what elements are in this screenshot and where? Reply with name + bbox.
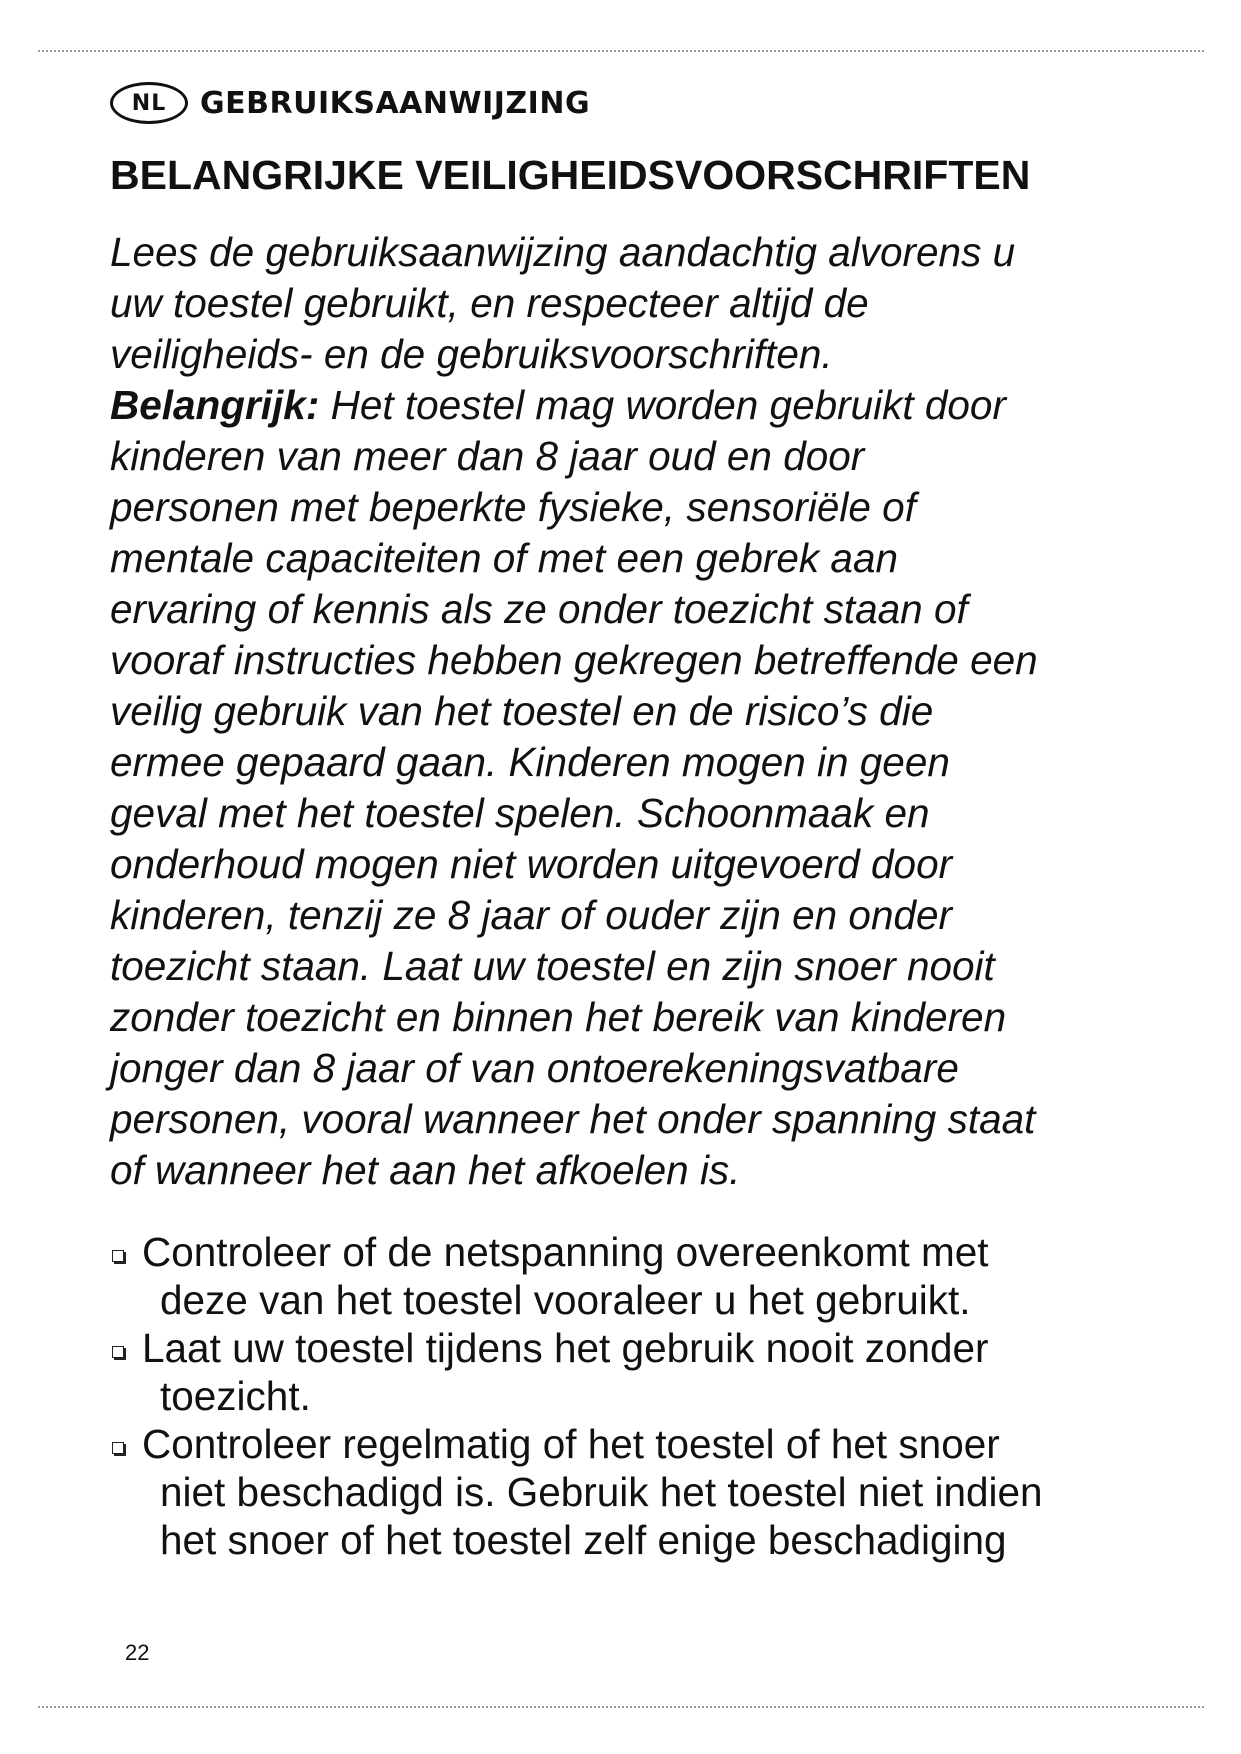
important-first-line-text: Het toestel mag worden gebruikt door <box>319 382 1006 428</box>
important-line: personen met beperkte fysieke, sensoriële of <box>110 484 916 530</box>
safety-heading: BELANGRIJKE VEILIGHEIDSVOORSCHRIFTEN <box>110 152 1031 198</box>
list-item <box>110 1324 1150 1420</box>
important-line: kinderen, tenzij ze 8 jaar of ouder zijn en onder <box>110 892 953 938</box>
important-first-line <box>110 380 1140 431</box>
list-item <box>110 1420 1150 1564</box>
important-line: jonger dan 8 jaar of van ontoerekeningsvatbare <box>110 1045 959 1091</box>
bullet-line: niet beschadigd is. Gebruik het toestel niet indien <box>160 1469 1043 1515</box>
safety-intro-text <box>110 227 1140 1196</box>
intro-line: Lees de gebruiksaanwijzing aandachtig alvorens u <box>110 229 1016 275</box>
bullet-line: Controleer regelmatig of het toestel of het snoer <box>142 1421 1000 1467</box>
bullet-line: het snoer of het toestel zelf enige beschadiging <box>160 1517 1007 1563</box>
page-number: 22 <box>125 1640 150 1665</box>
important-line: ervaring of kennis als ze onder toezicht staan of <box>110 586 968 632</box>
important-line: kinderen van meer dan 8 jaar oud en door <box>110 433 865 479</box>
important-line: of wanneer het aan het afkoelen is. <box>110 1147 741 1193</box>
checkbox-square-icon <box>112 1250 124 1262</box>
bullet-line: deze van het toestel vooraleer u het gebruikt. <box>160 1277 971 1323</box>
top-dotted-divider <box>38 50 1204 52</box>
language-badge: NL <box>110 82 188 124</box>
important-line: mentale capaciteiten of met een gebrek aan <box>110 535 899 581</box>
intro-line: veiligheids- en de gebruiksvoorschriften. <box>110 331 833 377</box>
section-header <box>110 82 590 124</box>
intro-line: uw toestel gebruikt, en respecteer altijd de <box>110 280 869 326</box>
important-line: onderhoud mogen niet worden uitgevoerd door <box>110 841 953 887</box>
list-item <box>110 1228 1150 1324</box>
important-line: toezicht staan. Laat uw toestel en zijn snoer nooit <box>110 943 995 989</box>
bullet-line: Laat uw toestel tijdens het gebruik nooit zonder <box>142 1325 989 1371</box>
important-line: geval met het toestel spelen. Schoonmaak en <box>110 790 930 836</box>
important-line: vooraf instructies hebben gekregen betreffende een <box>110 637 1038 683</box>
bottom-dotted-divider <box>38 1706 1204 1708</box>
checkbox-square-icon <box>112 1346 124 1358</box>
important-line: veilig gebruik van het toestel en de risico’s die <box>110 688 934 734</box>
important-line: ermee gepaard gaan. Kinderen mogen in geen <box>110 739 950 785</box>
important-line: zonder toezicht en binnen het bereik van kinderen <box>110 994 1007 1040</box>
important-label: Belangrijk: <box>110 382 320 428</box>
section-title: GEBRUIKSAANWIJZING <box>200 85 591 121</box>
bullet-line: toezicht. <box>160 1373 311 1419</box>
safety-bullet-list <box>110 1228 1150 1564</box>
checkbox-square-icon <box>112 1442 124 1454</box>
important-line: personen, vooral wanneer het onder spanning staat <box>110 1096 1036 1142</box>
bullet-line: Controleer of de netspanning overeenkomt met <box>142 1229 989 1275</box>
